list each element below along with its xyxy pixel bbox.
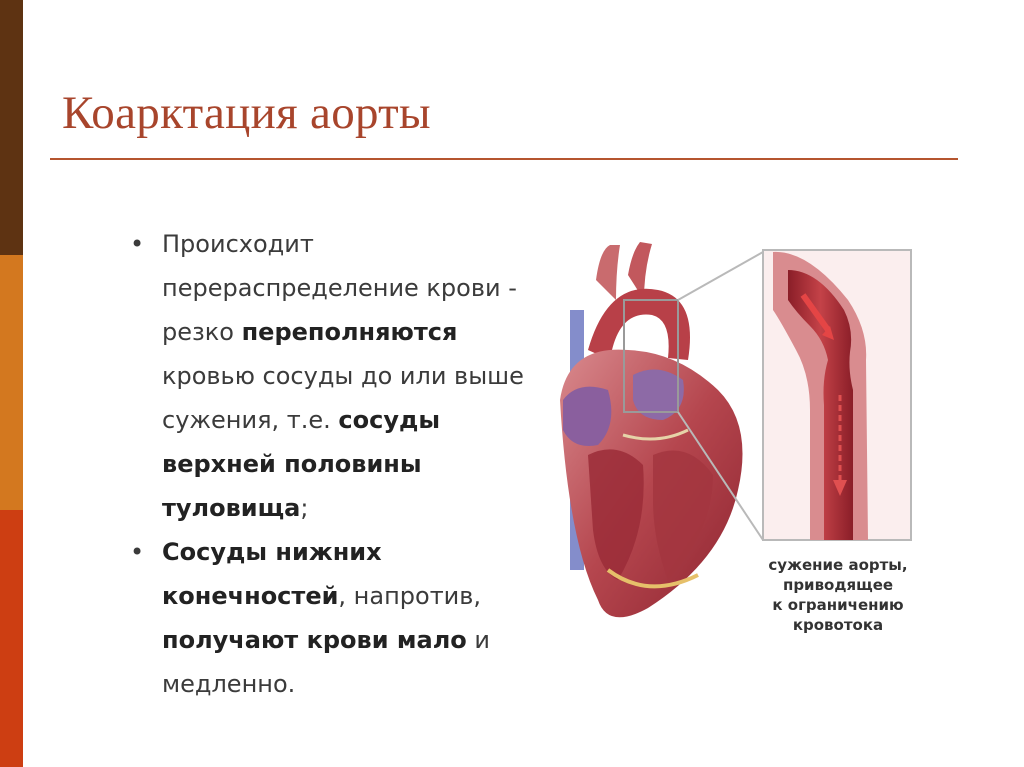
figure-caption — [758, 555, 918, 635]
bullet-list — [130, 222, 540, 706]
bullet-2-text-2: и медленно. — [162, 626, 490, 698]
sidebar-accent — [0, 0, 23, 767]
bullet-1-text-2: кровью сосуды до или выше сужения, т.е. — [162, 362, 524, 434]
bullet-item-2 — [130, 530, 540, 706]
bullet-2-bold-2: получают крови мало — [162, 626, 467, 654]
aorta-coarctation-zoom — [763, 250, 911, 540]
bullet-1-text-1: Происходит перераспределение крови - резко — [162, 230, 517, 346]
bullet-1-bold-2: сосуды верхней половины туловища — [162, 406, 441, 522]
bullet-dot: • — [130, 230, 145, 258]
caption-line-4: кровотока — [792, 616, 884, 634]
bullet-1-bold-1: переполняются — [241, 318, 458, 346]
bullet-2-text-1: , напротив, — [338, 582, 482, 610]
slide-title: Коарктация аорты — [62, 87, 431, 139]
caption-line-2: приводящее — [782, 576, 894, 594]
bullet-item-1 — [130, 222, 540, 530]
caption-line-3: к ограничению — [772, 596, 904, 614]
title-divider — [50, 158, 958, 160]
bullet-2-bold-1: Сосуды нижних конечностей — [162, 538, 382, 610]
sidebar-segment-orange — [0, 255, 23, 510]
bullet-1-text-3: ; — [300, 494, 309, 522]
sidebar-segment-brown — [0, 0, 23, 255]
caption-line-1: сужение аорты, — [768, 556, 908, 574]
bullet-dot: • — [130, 538, 145, 566]
heart-illustration — [560, 242, 743, 617]
sidebar-segment-red — [0, 510, 23, 767]
